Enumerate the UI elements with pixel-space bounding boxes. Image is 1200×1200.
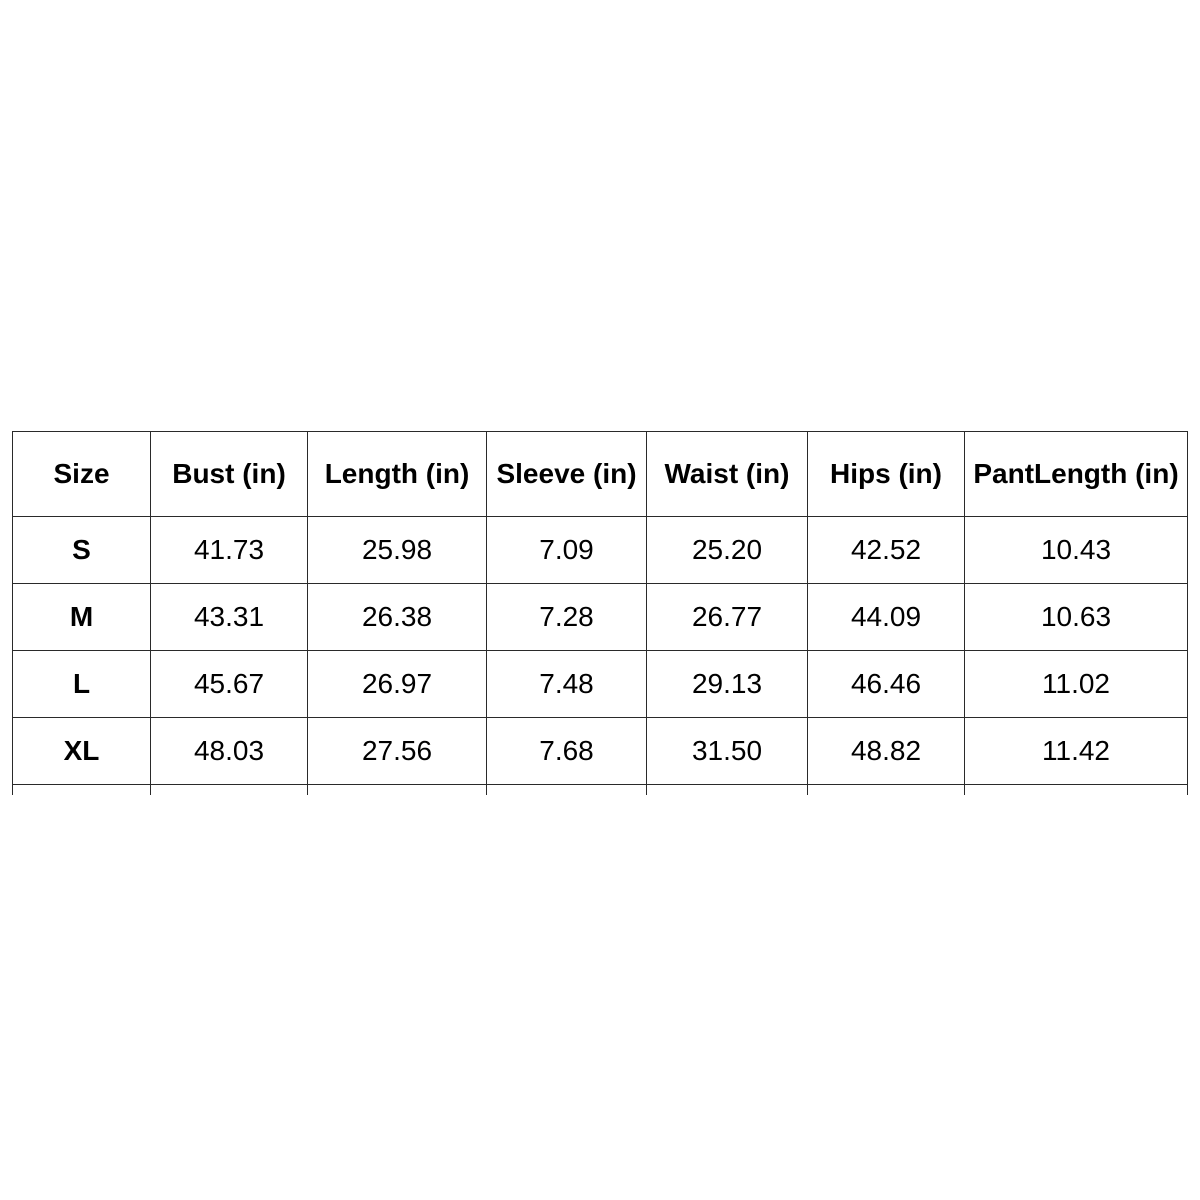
table-row	[13, 517, 1188, 584]
waist-value: 26.77	[647, 584, 808, 651]
length-value: 25.98	[308, 517, 487, 584]
bust-value: 48.03	[151, 718, 308, 785]
length-value: 26.97	[308, 651, 487, 718]
size-label: XL	[13, 718, 151, 785]
bust-value: 45.67	[151, 651, 308, 718]
hips-value: 44.09	[808, 584, 965, 651]
header-length: Length (in)	[308, 432, 487, 517]
header-row	[13, 432, 1188, 517]
sleeve-value: 7.09	[487, 517, 647, 584]
tail-cell	[647, 785, 808, 796]
pant-length-value: 11.02	[965, 651, 1188, 718]
hips-value: 46.46	[808, 651, 965, 718]
tail-cell	[308, 785, 487, 796]
table-row	[13, 718, 1188, 785]
size-label: S	[13, 517, 151, 584]
table-row	[13, 584, 1188, 651]
waist-value: 25.20	[647, 517, 808, 584]
hips-value: 42.52	[808, 517, 965, 584]
sleeve-value: 7.68	[487, 718, 647, 785]
header-bust: Bust (in)	[151, 432, 308, 517]
tail-cell	[13, 785, 151, 796]
size-label: M	[13, 584, 151, 651]
header-pant-length: PantLength (in)	[965, 432, 1188, 517]
pant-length-value: 10.43	[965, 517, 1188, 584]
tail-cell	[808, 785, 965, 796]
waist-value: 29.13	[647, 651, 808, 718]
pant-length-value: 11.42	[965, 718, 1188, 785]
hips-value: 48.82	[808, 718, 965, 785]
tail-cell	[965, 785, 1188, 796]
tail-cell	[487, 785, 647, 796]
size-chart-table	[12, 431, 1188, 795]
size-label: L	[13, 651, 151, 718]
table-row	[13, 651, 1188, 718]
header-hips: Hips (in)	[808, 432, 965, 517]
sleeve-value: 7.28	[487, 584, 647, 651]
header-sleeve: Sleeve (in)	[487, 432, 647, 517]
header-waist: Waist (in)	[647, 432, 808, 517]
bust-value: 43.31	[151, 584, 308, 651]
tail-cell	[151, 785, 308, 796]
table-tail-row	[13, 785, 1188, 796]
header-size: Size	[13, 432, 151, 517]
pant-length-value: 10.63	[965, 584, 1188, 651]
bust-value: 41.73	[151, 517, 308, 584]
length-value: 27.56	[308, 718, 487, 785]
length-value: 26.38	[308, 584, 487, 651]
waist-value: 31.50	[647, 718, 808, 785]
sleeve-value: 7.48	[487, 651, 647, 718]
